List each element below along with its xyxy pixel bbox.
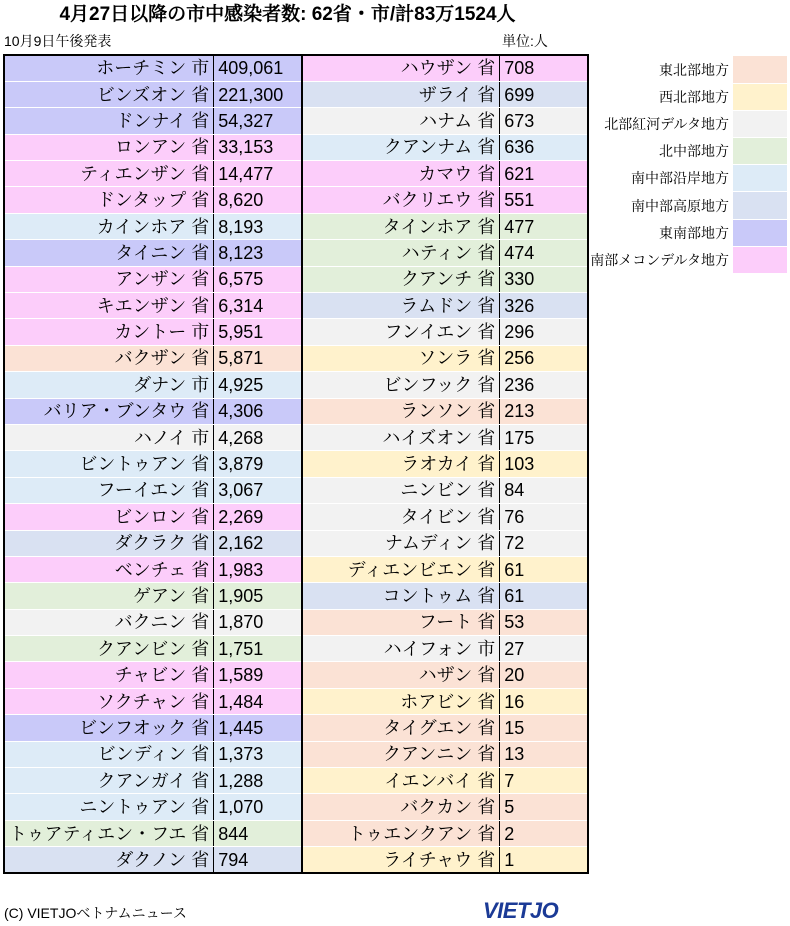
province-name-cell: バクカン 省 [302,794,500,820]
case-count-cell: 103 [500,451,588,477]
province-name-cell: ホーチミン 市 [4,55,214,81]
province-name-cell: ナムディン 省 [302,530,500,556]
case-count-cell: 5 [500,794,588,820]
province-name-cell: ドンナイ 省 [4,108,214,134]
legend-item [580,110,787,137]
case-count-cell: 76 [500,504,588,530]
table-row [4,662,588,688]
case-count-cell: 1,288 [214,768,302,794]
legend-item [580,138,787,165]
case-count-cell: 33,153 [214,134,302,160]
province-name-cell: ランソン 省 [302,398,500,424]
case-count-cell: 15 [500,715,588,741]
legend-label: 南中部沿岸地方 [631,170,729,187]
province-name-cell: フンイエン 省 [302,319,500,345]
legend-swatch [733,192,787,219]
province-name-cell: ビンロン 省 [4,504,214,530]
legend-item [580,165,787,192]
table-row [4,504,588,530]
province-name-cell: イエンバイ 省 [302,768,500,794]
province-name-cell: チャビン 省 [4,662,214,688]
case-count-cell: 20 [500,662,588,688]
case-count-cell: 1,751 [214,636,302,662]
legend-swatch [733,83,787,110]
legend-label: 南部メコンデルタ地方 [590,251,729,268]
province-name-cell: ダクラク 省 [4,530,214,556]
case-count-cell: 1,484 [214,688,302,714]
province-name-cell: ラオカイ 省 [302,451,500,477]
province-name-cell: ザライ 省 [302,81,500,107]
table-row [4,81,588,107]
case-count-cell: 236 [500,372,588,398]
province-name-cell: バクザン 省 [4,345,214,371]
province-name-cell: タインホア 省 [302,213,500,239]
case-count-cell: 474 [500,240,588,266]
province-name-cell: ハザン 省 [302,662,500,688]
province-name-cell: ビントゥアン 省 [4,451,214,477]
legend-item [580,219,787,246]
table-row [4,398,588,424]
province-name-cell: ベンチェ 省 [4,556,214,582]
province-name-cell: トゥエンクアン 省 [302,820,500,846]
province-name-cell: ハイフォン 市 [302,636,500,662]
table-row [4,266,588,292]
table-row [4,424,588,450]
case-count-cell: 1,445 [214,715,302,741]
vietjo-logo: VIETJO [483,898,559,923]
case-count-cell: 54,327 [214,108,302,134]
legend-label: 西北部地方 [659,88,729,105]
case-count-cell: 3,067 [214,477,302,503]
case-count-cell: 175 [500,424,588,450]
province-name-cell: フート 省 [302,609,500,635]
legend-swatch [733,56,787,83]
case-count-cell: 1 [500,847,588,873]
case-count-cell: 326 [500,293,588,319]
case-count-cell: 72 [500,530,588,556]
province-name-cell: コントゥム 省 [302,583,500,609]
table-row [4,319,588,345]
table-row [4,134,588,160]
case-count-cell: 1,070 [214,794,302,820]
case-count-cell: 1,905 [214,583,302,609]
province-name-cell: バリア・ブンタウ 省 [4,398,214,424]
province-name-cell: タイビン 省 [302,504,500,530]
province-name-cell: バクリエウ 省 [302,187,500,213]
province-name-cell: カントー 市 [4,319,214,345]
province-name-cell: ビンフオック 省 [4,715,214,741]
table-row [4,794,588,820]
case-count-cell: 409,061 [214,55,302,81]
case-count-cell: 53 [500,609,588,635]
province-name-cell: ライチャウ 省 [302,847,500,873]
table-row [4,847,588,873]
infection-table [3,54,589,874]
province-name-cell: ホアビン 省 [302,688,500,714]
table-row [4,345,588,371]
legend-swatch [733,246,787,273]
case-count-cell: 477 [500,213,588,239]
province-name-cell: カインホア 省 [4,213,214,239]
province-name-cell: ゲアン 省 [4,583,214,609]
case-count-cell: 8,193 [214,213,302,239]
table-row [4,688,588,714]
province-name-cell: ビンディン 省 [4,741,214,767]
case-count-cell: 16 [500,688,588,714]
table-row [4,636,588,662]
case-count-cell: 2,269 [214,504,302,530]
case-count-cell: 61 [500,583,588,609]
province-name-cell: ハノイ 市 [4,424,214,450]
table-row [4,240,588,266]
table-row [4,556,588,582]
table-row [4,583,588,609]
province-name-cell: ディエンビエン 省 [302,556,500,582]
case-count-cell: 844 [214,820,302,846]
table-row [4,293,588,319]
legend-item [580,192,787,219]
legend-swatch [733,165,787,192]
case-count-cell: 1,870 [214,609,302,635]
case-count-cell: 14,477 [214,161,302,187]
province-name-cell: ハウザン 省 [302,55,500,81]
province-name-cell: キエンザン 省 [4,293,214,319]
case-count-cell: 673 [500,108,588,134]
case-count-cell: 4,306 [214,398,302,424]
province-name-cell: クアンビン 省 [4,636,214,662]
case-count-cell: 621 [500,161,588,187]
page-title: 4月27日以降の市中感染者数: 62省・市/計83万1524人 [59,4,516,25]
table-row [4,108,588,134]
province-name-cell: ラムドン 省 [302,293,500,319]
case-count-cell: 708 [500,55,588,81]
province-name-cell: フーイエン 省 [4,477,214,503]
announcement-date: 10月9日午後発表 [4,33,112,49]
case-count-cell: 213 [500,398,588,424]
case-count-cell: 1,589 [214,662,302,688]
legend-item [580,56,787,83]
table-row [4,451,588,477]
province-name-cell: トゥアティエン・フエ 省 [4,820,214,846]
unit-label: 単位:人 [502,33,548,49]
case-count-cell: 330 [500,266,588,292]
province-name-cell: ロンアン 省 [4,134,214,160]
province-name-cell: クアンナム 省 [302,134,500,160]
legend-label: 東南部地方 [659,224,729,241]
province-name-cell: ティエンザン 省 [4,161,214,187]
province-name-cell: ビンフック 省 [302,372,500,398]
province-name-cell: クアンチ 省 [302,266,500,292]
province-name-cell: タイグエン 省 [302,715,500,741]
case-count-cell: 3,879 [214,451,302,477]
region-legend-body [580,56,787,274]
case-count-cell: 4,925 [214,372,302,398]
province-name-cell: クアンガイ 省 [4,768,214,794]
table-row [4,768,588,794]
copyright-notice: (C) VIETJOベトナムニュース [4,905,187,921]
case-count-cell: 296 [500,319,588,345]
case-count-cell: 699 [500,81,588,107]
case-count-cell: 84 [500,477,588,503]
province-name-cell: ハティン 省 [302,240,500,266]
province-name-cell: カマウ 省 [302,161,500,187]
province-name-cell: ビンズオン 省 [4,81,214,107]
case-count-cell: 794 [214,847,302,873]
legend-swatch [733,219,787,246]
table-row [4,820,588,846]
case-count-cell: 1,373 [214,741,302,767]
province-name-cell: ニンビン 省 [302,477,500,503]
case-count-cell: 2 [500,820,588,846]
case-count-cell: 4,268 [214,424,302,450]
province-name-cell: バクニン 省 [4,609,214,635]
case-count-cell: 61 [500,556,588,582]
legend-swatch [733,138,787,165]
case-count-cell: 8,123 [214,240,302,266]
legend-swatch [733,110,787,137]
table-row [4,530,588,556]
table-row [4,372,588,398]
case-count-cell: 221,300 [214,81,302,107]
legend-label: 南中部高原地方 [631,197,729,214]
infection-table-body [4,55,588,873]
case-count-cell: 2,162 [214,530,302,556]
table-row [4,715,588,741]
case-count-cell: 8,620 [214,187,302,213]
case-count-cell: 551 [500,187,588,213]
table-row [4,55,588,81]
province-name-cell: ダクノン 省 [4,847,214,873]
table-row [4,213,588,239]
table-row [4,741,588,767]
table-row [4,161,588,187]
legend-item [580,83,787,110]
case-count-cell: 5,871 [214,345,302,371]
province-name-cell: ソクチャン 省 [4,688,214,714]
case-count-cell: 27 [500,636,588,662]
legend-label: 北中部地方 [659,143,729,160]
province-name-cell: ダナン 市 [4,372,214,398]
case-count-cell: 1,983 [214,556,302,582]
table-row [4,609,588,635]
province-name-cell: アンザン 省 [4,266,214,292]
legend-label: 東北部地方 [659,61,729,78]
case-count-cell: 256 [500,345,588,371]
legend-label: 北部紅河デルタ地方 [604,115,729,132]
province-name-cell: ソンラ 省 [302,345,500,371]
legend-item [580,246,787,273]
province-name-cell: タイニン 省 [4,240,214,266]
province-name-cell: ニントゥアン 省 [4,794,214,820]
case-count-cell: 7 [500,768,588,794]
region-legend [580,56,787,274]
table-row [4,187,588,213]
case-count-cell: 636 [500,134,588,160]
province-name-cell: ハナム 省 [302,108,500,134]
case-count-cell: 13 [500,741,588,767]
table-row [4,477,588,503]
case-count-cell: 6,575 [214,266,302,292]
province-name-cell: ハイズオン 省 [302,424,500,450]
province-name-cell: ドンタップ 省 [4,187,214,213]
province-name-cell: クアンニン 省 [302,741,500,767]
case-count-cell: 5,951 [214,319,302,345]
case-count-cell: 6,314 [214,293,302,319]
